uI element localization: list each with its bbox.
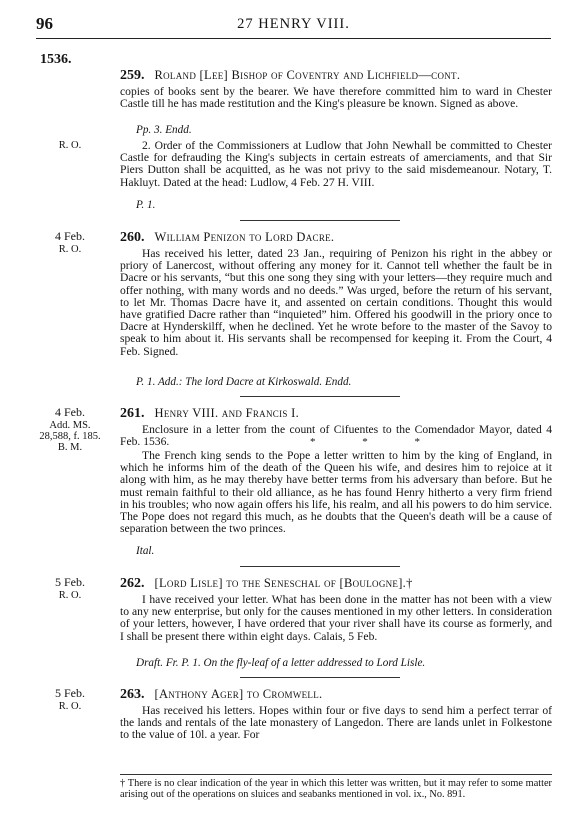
entry-title: [Anthony Ager] to Cromwell. <box>154 687 323 701</box>
entry-separator <box>240 566 400 567</box>
entry-paragraph: copies of books sent by the bearer. We have therefore committed him to ward in Chester Castle till he has made restitution and the King's pleasure be known. Signed as above. <box>120 85 552 111</box>
entry-number: 260. <box>120 230 145 245</box>
source-reference: Add. MS. 28,588, f. 185. B. M. <box>39 420 101 453</box>
entry-263-heading <box>120 687 322 703</box>
footnote-rule <box>120 774 552 775</box>
footnote: † There is no clear indication of the year in which this letter was written, but it may refer to some matter arising out of the operations on sluices and seabanks mentioned in vol. ix., No. 891. <box>120 778 552 800</box>
entry-date: 5 Feb. <box>55 686 85 700</box>
entry-paragraph: Has received his letters. Hopes within four or five days to send him a perfect terrar of the lands and rentals of the late monastery of Langedon. There are lands unlet in Folkestone to the value of 10l. a year. For <box>120 704 552 742</box>
entry-title: Henry VIII. and Francis I. <box>154 406 299 420</box>
year-marker: 1536. <box>40 52 72 67</box>
entry-260-text <box>120 248 552 358</box>
source-reference: R. O. <box>58 590 82 601</box>
entry-paragraph: I have received your letter. What has been done in the matter has not been with a view to any new enterprise, but only for the causes mentioned in my other letters. In consideration of your letters, however, I have ordered that your river shall have its course as formerly, and I shall be present there within eight days. Calais, 5 Feb. <box>120 593 552 643</box>
entry-259-item-2-note: P. 1. <box>136 199 156 211</box>
entry-title: [Lord Lisle] to the Seneschal of [Boulogne].† <box>154 576 413 590</box>
entry-separator <box>240 396 400 397</box>
entry-title: William Penizon to Lord Dacre. <box>154 230 335 244</box>
entry-paragraph: Has received his letter, dated 23 Jan., requiring of Penizon his right in the abbey or priory of Lanercost, without offering any money for it. Cannot tell whether the fault be in Dacre or his servants, “but this one song they sing with your letters—they require much and offer nothing, with many words and no deeds.” Was urged, before the return of his servant, to let Mr. Thomas Dacre have it, and assented on certain conditions. Thought this would have gratified Dacre rather than “inquieted” him. Offered his goodwill in the priory once to Dacre at Hynderskilff, when he declined. Yet he wrote before to the master of the Savoy to speak to him about it. His servants shall be recompensed for keeping it. From the Court, 4 Feb. Signed. <box>120 247 552 358</box>
entry-262-heading <box>120 576 413 592</box>
page-number: 96 <box>36 14 53 33</box>
entry-262-note: Draft. Fr. P. 1. On the fly-leaf of a letter addressed to Lord Lisle. <box>136 657 426 669</box>
entry-260-heading <box>120 230 334 246</box>
entry-title: Roland [Lee] Bishop of Coventry and Lichfield—cont. <box>154 68 461 82</box>
entry-262-text <box>120 594 552 643</box>
entry-259-note: Pp. 3. Endd. <box>136 124 192 136</box>
entry-259-text <box>120 86 552 110</box>
entry-paragraph: Enclosure in a letter from the count of Cifuentes to the Comendador Mayor, dated 4 Feb. 1536. <box>120 423 552 449</box>
entry-261-text-2 <box>120 450 552 535</box>
entry-number: 263. <box>120 687 145 702</box>
omission-marks: * * * <box>310 436 442 448</box>
entry-263-text <box>120 705 552 742</box>
entry-260-note: P. 1. Add.: The lord Dacre at Kirkoswald. Endd. <box>136 376 352 388</box>
entry-number: 259. <box>120 68 145 83</box>
source-reference: R. O. <box>58 701 82 712</box>
entry-261-note: Ital. <box>136 545 155 557</box>
source-reference: R. O. <box>58 140 82 151</box>
entry-date: 5 Feb. <box>55 575 85 589</box>
running-head: 27 HENRY VIII. <box>237 16 350 32</box>
source-reference: R. O. <box>58 244 82 255</box>
entry-paragraph: 2. Order of the Commissioners at Ludlow that John Newhall be committed to Chester Castle for defrauding the King's subjects in certain estreats of amerciaments, and that Sir Piers Dutton shall be acquitted, as he was not privy to the said misdemeanour. Notary, T. Hakluyt. Dated at the head: Ludlow, 4 Feb. 27 H. VIII. <box>120 139 552 189</box>
entry-number: 261. <box>120 406 145 421</box>
entry-number: 262. <box>120 576 145 591</box>
entry-259-heading <box>120 68 460 84</box>
entry-separator <box>240 220 400 221</box>
entry-259-item-2 <box>120 140 552 189</box>
entry-separator <box>240 677 400 678</box>
entry-date: 4 Feb. <box>55 405 85 419</box>
entry-paragraph: The French king sends to the Pope a letter written to him by the king of England, in which he informs him of the death of the Queen his wife, and desires him to rejoice at it along with him, as he may thereby have better terms from his adversary than before. But he must remain faithful to their old alliance, as he has found Henry hitherto a very firm friend in his troubles; who now again offers his life, his realm, and all his powers to do him service. The Pope does not regard this much, as he doubts that the Queen's death will be a cause of separation between the two princes. <box>120 449 552 536</box>
page-header <box>36 14 551 39</box>
entry-261-heading <box>120 406 299 422</box>
entry-date: 4 Feb. <box>55 229 85 243</box>
